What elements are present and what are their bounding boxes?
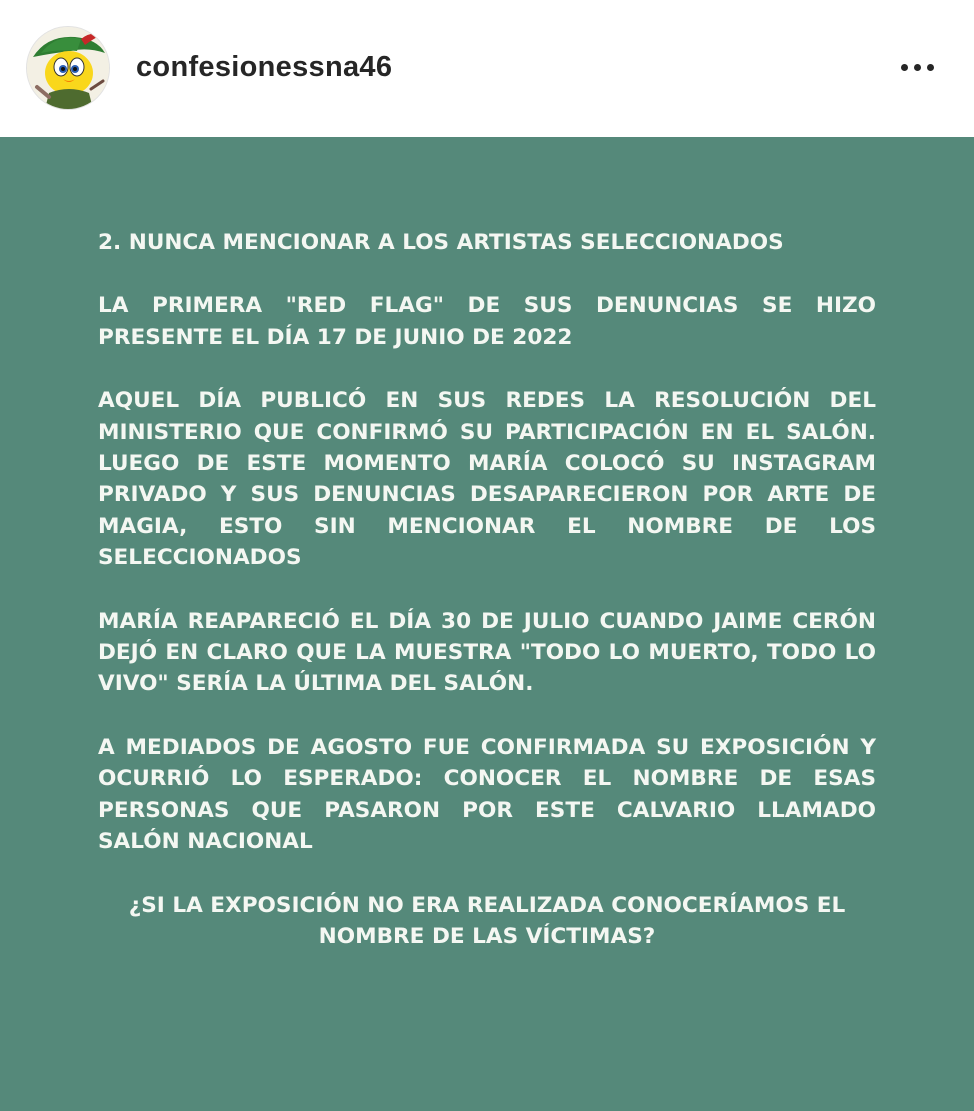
post-image[interactable]: [0, 137, 974, 1111]
post-question: ¿SI LA EXPOSICIÓN NO ERA REALIZADA CONOCERÍAMOS EL NOMBRE DE LAS VÍCTIMAS?: [128, 892, 846, 949]
more-dot: [927, 64, 934, 71]
more-dot: [914, 64, 921, 71]
username[interactable]: confesionessna46: [136, 51, 393, 83]
more-dot: [901, 64, 908, 71]
more-options-icon[interactable]: [892, 50, 942, 84]
post-heading: 2. NUNCA MENCIONAR A LOS ARTISTAS SELECCIONADOS: [98, 230, 784, 255]
post-text-block: [98, 227, 876, 984]
post-paragraph-2: AQUEL DÍA PUBLICÓ EN SUS REDES LA RESOLUCIÓN DEL MINISTERIO QUE CONFIRMÓ SU PARTICIPACIÓN EN EL SALÓN. LUEGO DE ESTE MOMENTO MARÍA COLOCÓ SU INSTAGRAM PRIVADO Y SUS DENUNCIAS DESAPARECIERON POR ARTE DE MAGIA, ESTO SIN MENCIONAR EL NOMBRE DE LOS SELECCIONADOS: [98, 388, 876, 571]
post-paragraph-3: MARÍA REAPARECIÓ EL DÍA 30 DE JULIO CUANDO JAIME CERÓN DEJÓ EN CLARO QUE LA MUESTRA "TODO LO MUERTO, TODO LO VIVO" SERÍA LA ÚLTIMA DEL SALÓN.: [98, 608, 876, 697]
post-paragraph-4: A MEDIADOS DE AGOSTO FUE CONFIRMADA SU EXPOSICIÓN Y OCURRIÓ LO ESPERADO: CONOCER EL NOMBRE DE ESAS PERSONAS QUE PASARON POR ESTE CALVARIO LLAMADO SALÓN NACIONAL: [98, 734, 876, 855]
post-header: [0, 0, 974, 137]
tweety-bird-avatar-icon[interactable]: [27, 27, 109, 109]
post-paragraph-1: LA PRIMERA "RED FLAG" DE SUS DENUNCIAS SE HIZO PRESENTE EL DÍA 17 DE JUNIO DE 2022: [98, 293, 876, 350]
